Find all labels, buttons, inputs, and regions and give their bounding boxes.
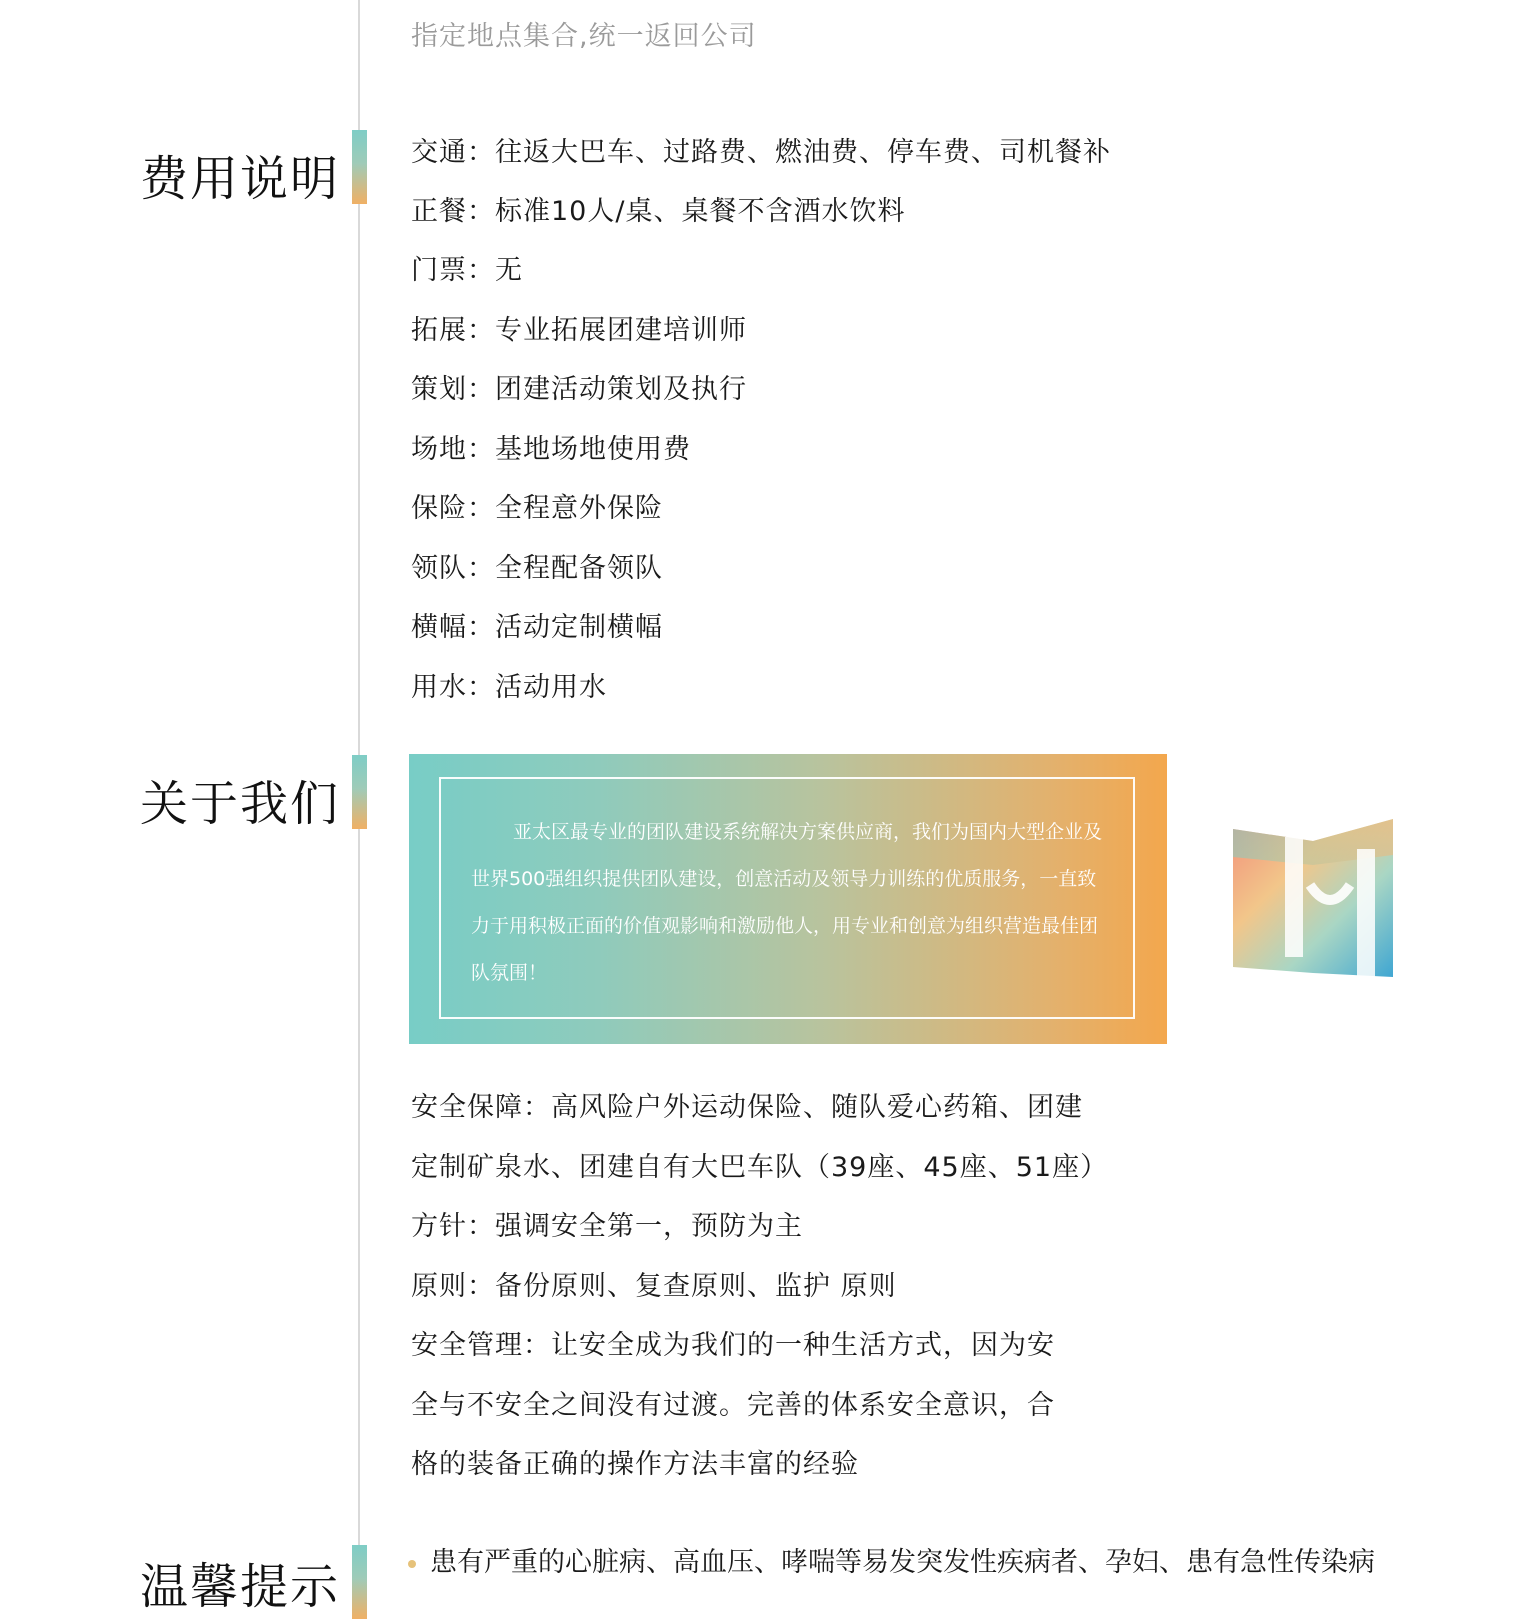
fee-item-meal: 正餐：标准10人/桌、桌餐不含酒水饮料 — [411, 196, 906, 227]
about-gradient-box — [409, 754, 1167, 1044]
fee-item-leader: 领队：全程配备领队 — [411, 553, 663, 584]
notice-section-title: 温馨提示 — [140, 1559, 341, 1615]
about-detail-safety-1: 安全保障：高风险户外运动保险、随队爱心药箱、团建 — [411, 1092, 1083, 1123]
fee-item-expansion: 拓展：专业拓展团建培训师 — [411, 315, 747, 346]
fee-item-transport: 交通：往返大巴车、过路费、燃油费、停车费、司机餐补 — [411, 137, 1111, 168]
about-detail-management-3: 格的装备正确的操作方法丰富的经验 — [411, 1449, 859, 1480]
about-description: 亚太区最专业的团队建设系统解决方案供应商，我们为国内大型企业及世界500强组织提供团队建设，创意活动及领导力训练的优质服务，一直致力于用积极正面的价值观影响和激励他人，用专业和创意为组织营造最佳团队氛围！ — [471, 821, 1103, 984]
about-detail-management-1: 安全管理：让安全成为我们的一种生活方式，因为安 — [411, 1330, 1055, 1361]
top-note: 指定地点集合,统一返回公司 — [411, 21, 757, 52]
fee-item-ticket: 门票：无 — [411, 255, 523, 286]
notice-bullet-item — [408, 1540, 1375, 1579]
fees-section-title: 费用说明 — [140, 151, 341, 207]
about-section-marker — [352, 755, 367, 829]
about-section-title: 关于我们 — [140, 776, 341, 832]
fee-item-banner: 横幅：活动定制横幅 — [411, 612, 663, 643]
notice-bullet-text: 患有严重的心脏病、高血压、哮喘等易发突发性疾病者、孕妇、患有急性传染病 — [430, 1547, 1375, 1578]
fee-item-planning: 策划：团建活动策划及执行 — [411, 374, 747, 405]
about-inner-frame — [439, 777, 1135, 1019]
fee-item-venue: 场地：基地场地使用费 — [411, 434, 691, 465]
about-detail-principle: 原则：备份原则、复查原则、监护 原则 — [411, 1271, 897, 1302]
bullet-dot-icon — [408, 1560, 416, 1568]
company-logo-icon — [1230, 815, 1396, 983]
about-detail-safety-2: 定制矿泉水、团建自有大巴车队（39座、45座、51座） — [411, 1152, 1109, 1183]
notice-section-marker — [352, 1545, 367, 1619]
fee-item-water: 用水：活动用水 — [411, 672, 607, 703]
about-detail-management-2: 全与不安全之间没有过渡。完善的体系安全意识，合 — [411, 1390, 1055, 1421]
fee-item-insurance: 保险：全程意外保险 — [411, 493, 663, 524]
fees-section-marker — [352, 130, 367, 204]
about-detail-policy: 方针：强调安全第一，预防为主 — [411, 1211, 803, 1242]
